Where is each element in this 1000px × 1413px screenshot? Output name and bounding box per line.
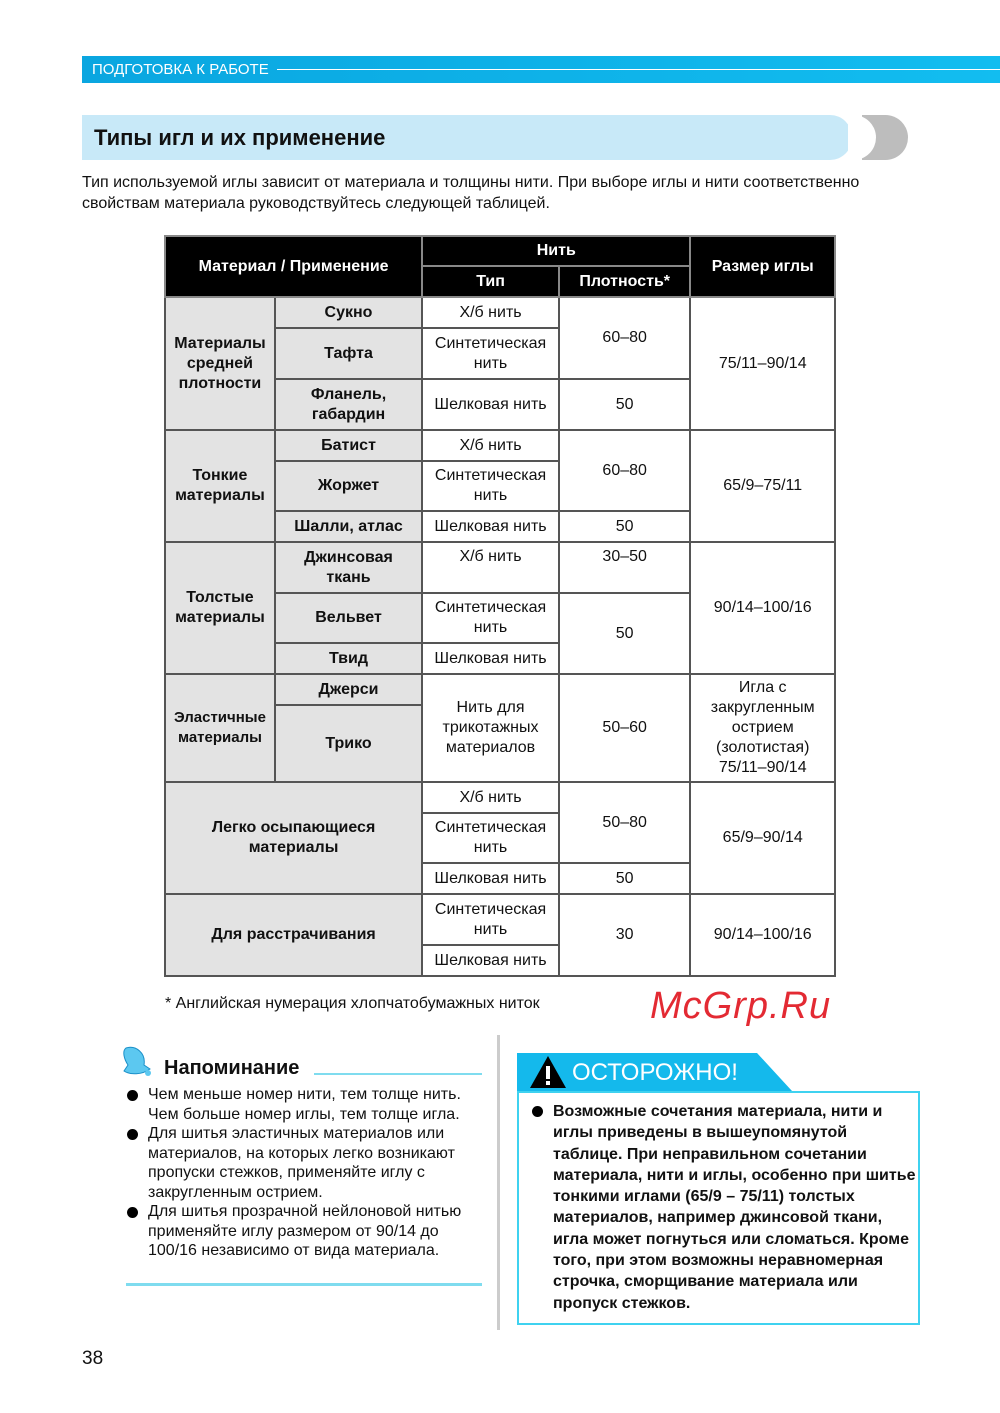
header-density: Плотность*: [559, 266, 691, 297]
material-cell: Трико: [275, 705, 422, 782]
page-title: Типы игл и их применение: [82, 115, 852, 160]
list-item: Чем меньше номер нити, тем толще нить. Чем больше номер иглы, тем толще игла.: [126, 1085, 488, 1124]
section-label: ПОДГОТОВКА К РАБОТЕ: [92, 61, 269, 78]
type-cell: Синтетическая нить: [422, 593, 559, 643]
material-cell: Сукно: [275, 297, 422, 328]
divider: [314, 1073, 482, 1075]
page-number: 38: [82, 1348, 104, 1369]
size-cell: 90/14–100/16: [690, 542, 835, 674]
material-cell: Жоржет: [275, 461, 422, 511]
header-size: Размер иглы: [690, 236, 835, 297]
size-cell: Игла с закругленным острием (золотистая) 75/11–90/14: [690, 674, 835, 782]
material-cell: Тафта: [275, 328, 422, 379]
group-cell: Толстые материалы: [165, 542, 275, 674]
group-cell: Материалы средней плотности: [165, 297, 275, 430]
size-cell: 75/11–90/14: [690, 297, 835, 430]
divider: [126, 1283, 482, 1286]
list-item: Для шитья эластичных материалов или материалов, на которых легко возникают пропуски стежков, применяйте иглу с закругленным острием.: [126, 1124, 488, 1202]
column-divider: [497, 1035, 500, 1330]
density-cell: 50–60: [559, 674, 691, 782]
list-item: Возможные сочетания материала, нити и иглы приведены в вышеупомянутой таблице. При неправильном сочетании материала, нити и иглы, особенно при шитье тонкими иглами (65/9 – 75/11) толстых материалов, например джинсовой ткани, игла может погнуться или сломаться. Кроме того, при этом возможны неравномерная строчка, сморщивание материала или пропуск стежков.: [531, 1101, 916, 1314]
density-cell: 50: [559, 593, 691, 674]
density-cell: 30: [559, 894, 691, 976]
material-cell: Фланель, габардин: [275, 379, 422, 430]
type-cell: Синтетическая нить: [422, 813, 559, 863]
group-cell: Тонкие материалы: [165, 430, 275, 542]
footnote: * Английская нумерация хлопчатобумажных ниток: [165, 995, 540, 1012]
type-cell: Шелковая нить: [422, 945, 559, 976]
material-cell: Вельвет: [275, 593, 422, 643]
type-cell: Нить для трикотажных материалов: [422, 674, 559, 782]
header-type: Тип: [422, 266, 559, 297]
material-cell: Джерси: [275, 674, 422, 705]
watermark: McGrp.Ru: [650, 985, 832, 1027]
density-cell: 50: [559, 511, 691, 542]
type-cell: Х/б нить: [422, 297, 559, 328]
group-cell: Легко осыпающиеся материалы: [165, 782, 422, 894]
type-cell: Х/б нить: [422, 542, 559, 593]
type-cell: Синтетическая нить: [422, 894, 559, 945]
density-cell: 60–80: [559, 297, 691, 379]
material-cell: Твид: [275, 643, 422, 674]
type-cell: Синтетическая нить: [422, 328, 559, 379]
material-cell: Батист: [275, 430, 422, 461]
type-cell: Шелковая нить: [422, 643, 559, 674]
density-cell: 30–50: [559, 542, 691, 593]
material-cell: Шалли, атлас: [275, 511, 422, 542]
intro-text: Тип используемой иглы зависит от материала и толщины нити. При выборе иглы и нити соответственно свойствам материала руководствуйтесь следующей таблицей.: [82, 174, 860, 212]
caution-title: ОСТОРОЖНО!: [572, 1059, 738, 1086]
type-cell: Шелковая нить: [422, 863, 559, 894]
bell-icon: [120, 1045, 152, 1077]
caution-box: [517, 1053, 920, 1325]
warning-icon: [529, 1055, 567, 1089]
group-cell: Для расстрачивания: [165, 894, 422, 976]
type-cell: Шелковая нить: [422, 379, 559, 430]
density-cell: 50: [559, 863, 691, 894]
size-cell: 65/9–90/14: [690, 782, 835, 894]
type-cell: Х/б нить: [422, 430, 559, 461]
type-cell: Шелковая нить: [422, 511, 559, 542]
density-cell: 50: [559, 379, 691, 430]
density-cell: 50–80: [559, 782, 691, 863]
size-cell: 90/14–100/16: [690, 894, 835, 976]
list-item: Для шитья прозрачной нейлоновой нитью применяйте иглу размером от 90/14 до 100/16 независимо от вида материала.: [126, 1202, 488, 1261]
type-cell: Х/б нить: [422, 782, 559, 813]
header-thread: Нить: [422, 236, 690, 266]
header-material: Материал / Применение: [165, 236, 422, 297]
reminder-title: Напоминание: [164, 1057, 300, 1079]
density-cell: 60–80: [559, 430, 691, 511]
title-decoration: [862, 115, 908, 160]
divider: [277, 69, 1000, 70]
type-cell: Синтетическая нить: [422, 461, 559, 511]
group-cell: Эластичные материалы: [165, 674, 275, 782]
section-header: [82, 56, 1000, 83]
size-cell: 65/9–75/11: [690, 430, 835, 542]
material-cell: Джинсовая ткань: [275, 542, 422, 593]
needle-table: [164, 235, 836, 977]
